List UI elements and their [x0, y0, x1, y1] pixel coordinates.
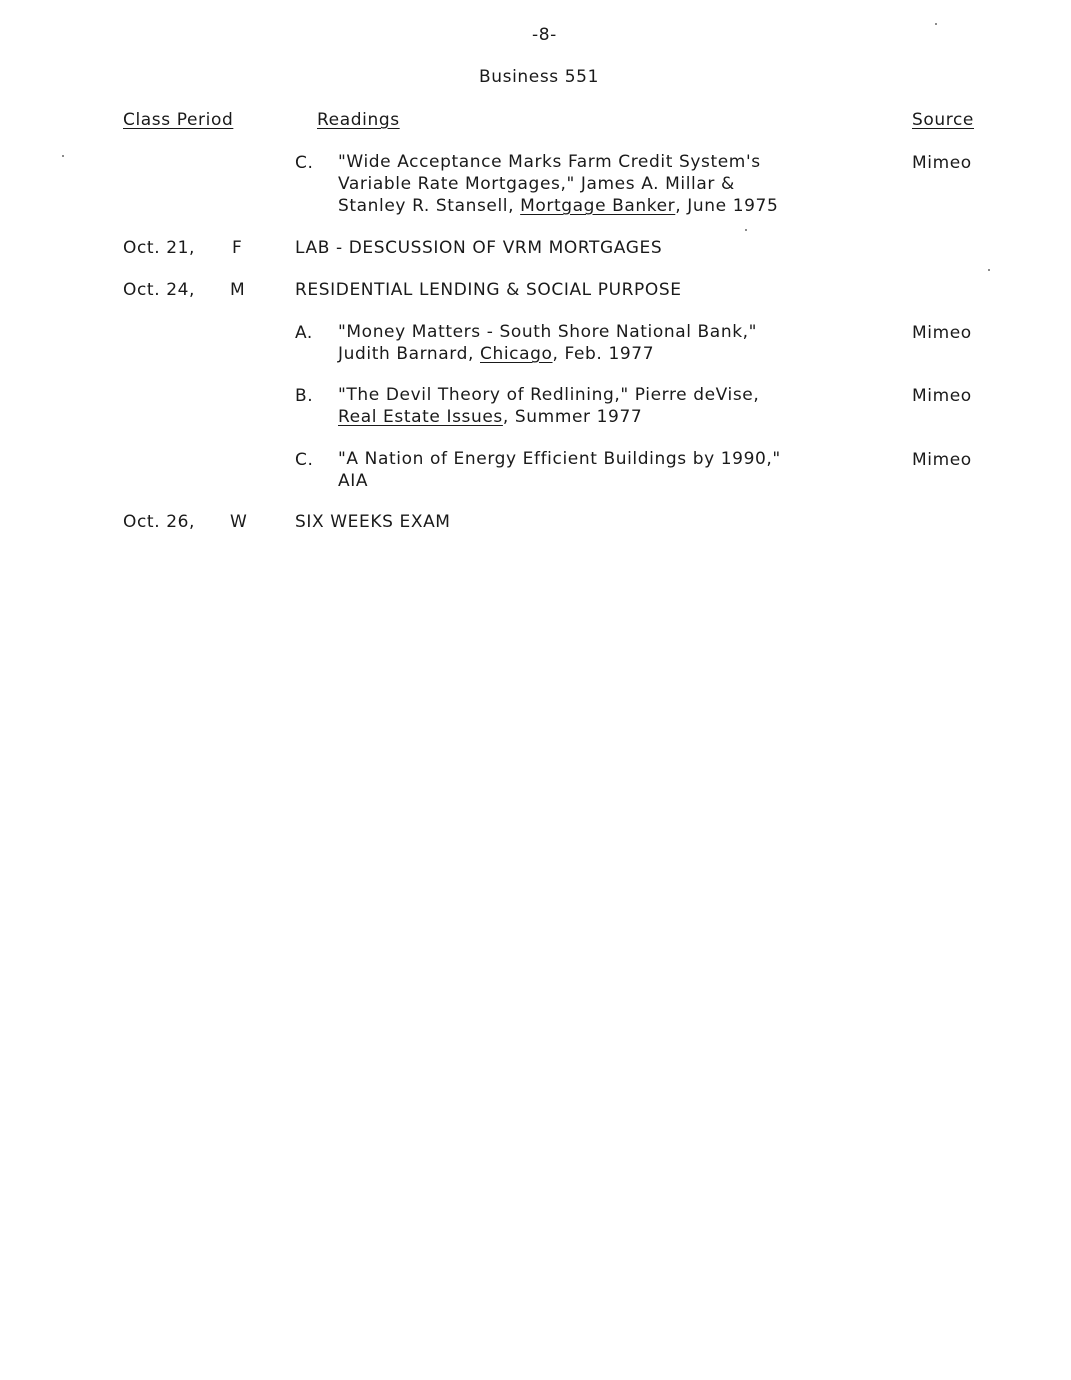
reading-line: "Money Matters - South Shore National Bank,": [338, 322, 758, 342]
class-day: F: [232, 238, 243, 258]
source-value: Mimeo: [912, 386, 972, 406]
page-number: -8-: [532, 25, 557, 45]
publication-title: Mortgage Banker: [520, 196, 676, 216]
scan-speck: [988, 269, 990, 271]
item-letter: A.: [295, 323, 313, 343]
publication-title: Chicago: [480, 344, 553, 364]
source-value: Mimeo: [912, 323, 972, 343]
column-header-source: Source: [912, 110, 974, 130]
source-value: Mimeo: [912, 153, 972, 173]
course-title: Business 551: [479, 67, 600, 87]
column-header-class-period: Class Period: [123, 110, 234, 130]
class-date: Oct. 21,: [123, 238, 196, 258]
reading-line: "The Devil Theory of Redlining," Pierre deVise,: [338, 385, 760, 405]
item-letter: C.: [295, 153, 314, 173]
class-day: W: [230, 512, 248, 532]
class-date: Oct. 26,: [123, 512, 196, 532]
reading-line: AIA: [338, 471, 369, 491]
scan-speck: [745, 229, 747, 231]
reading-line: Real Estate Issues, Summer 1977: [338, 407, 643, 427]
scan-speck: [935, 23, 937, 25]
item-letter: B.: [295, 386, 314, 406]
scan-speck: [62, 155, 64, 157]
class-date: Oct. 24,: [123, 280, 196, 300]
class-topic: SIX WEEKS EXAM: [295, 512, 451, 532]
item-letter: C.: [295, 450, 314, 470]
reading-line: Stanley R. Stansell, Mortgage Banker, June 1975: [338, 196, 779, 216]
reading-line: Judith Barnard, Chicago, Feb. 1977: [338, 344, 655, 364]
class-day: M: [230, 280, 246, 300]
class-topic: LAB - DESCUSSION OF VRM MORTGAGES: [295, 238, 663, 258]
reading-line: "Wide Acceptance Marks Farm Credit System's: [338, 152, 761, 172]
class-topic: RESIDENTIAL LENDING & SOCIAL PURPOSE: [295, 280, 682, 300]
reading-line: "A Nation of Energy Efficient Buildings by 1990,": [338, 449, 781, 469]
source-value: Mimeo: [912, 450, 972, 470]
column-header-readings: Readings: [317, 110, 400, 130]
publication-title: Real Estate Issues: [338, 407, 503, 427]
reading-line: Variable Rate Mortgages," James A. Millar &: [338, 174, 735, 194]
